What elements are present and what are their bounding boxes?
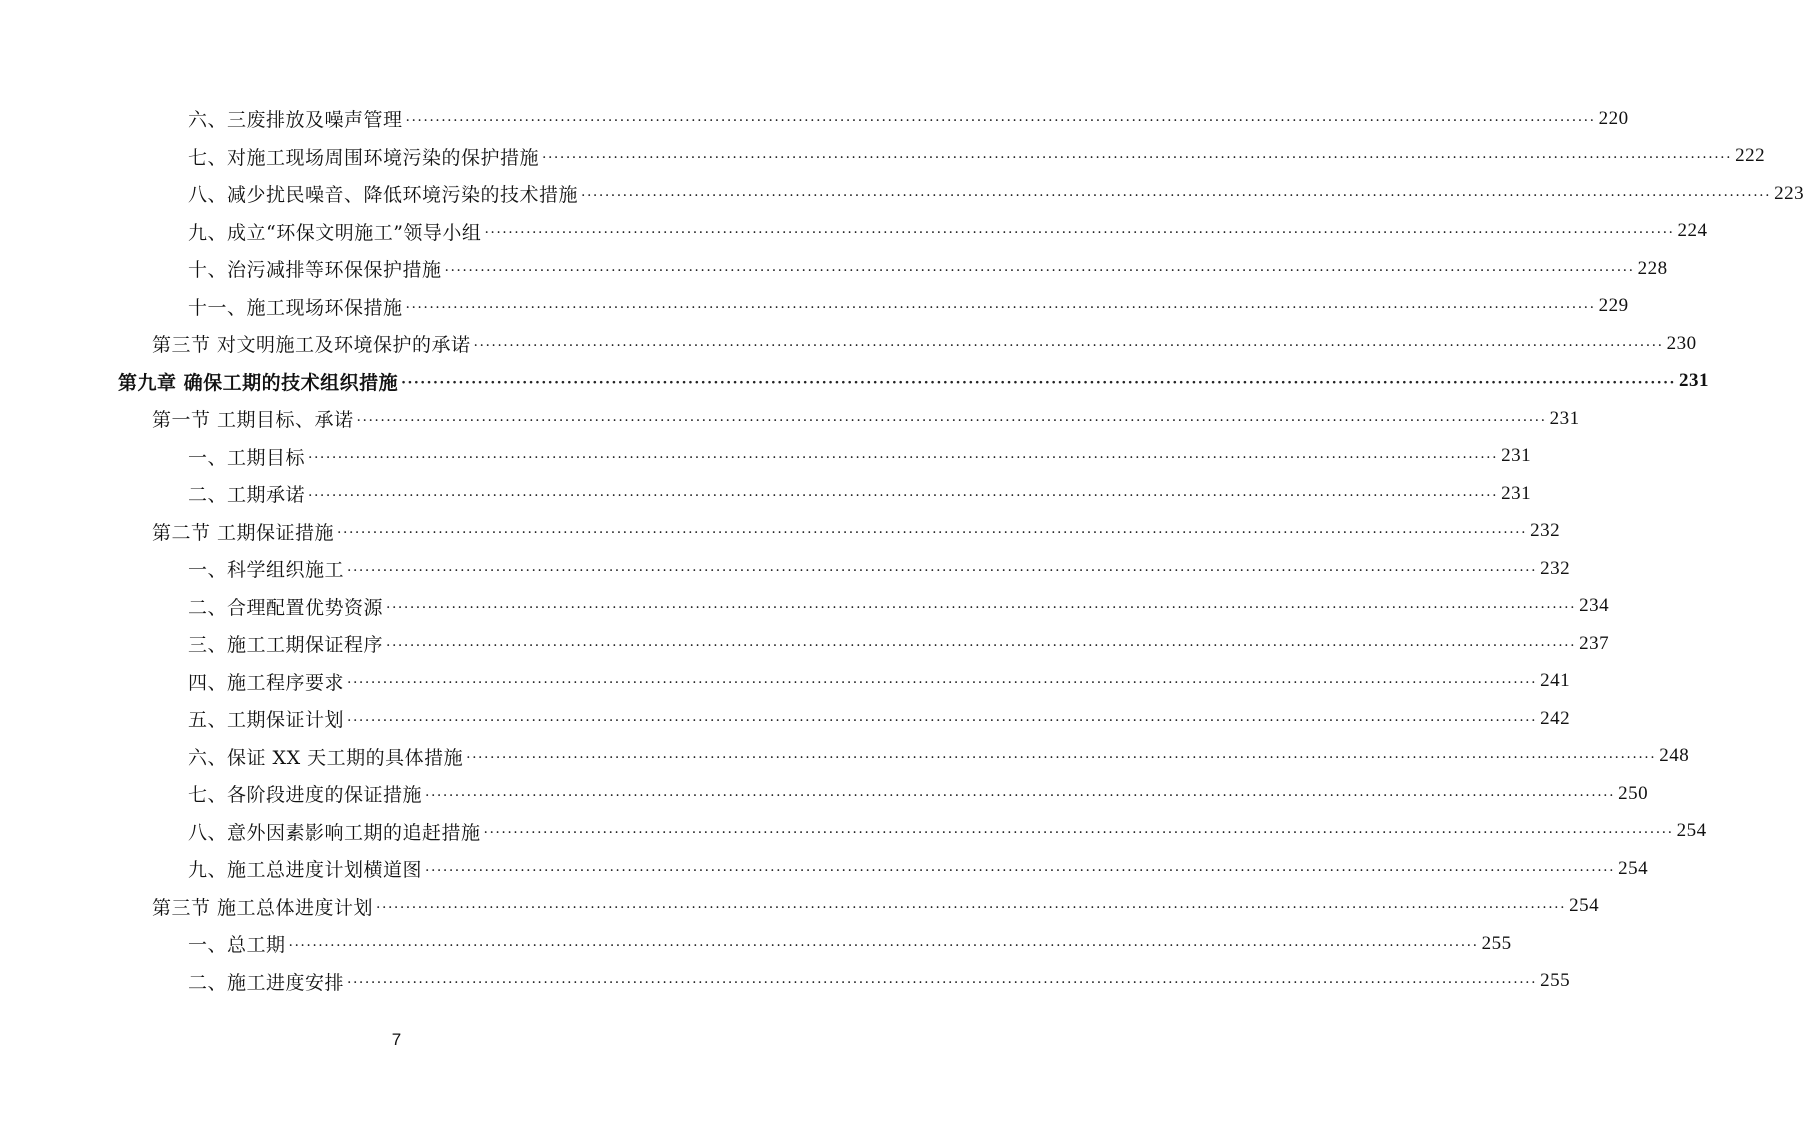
- toc-leader-dots: ········································································································································································································: [466, 750, 1657, 767]
- toc-entry[interactable]: [0, 588, 1610, 626]
- toc-leader-dots: ········································································································································································································: [473, 337, 1664, 354]
- toc-entry[interactable]: [0, 513, 1561, 551]
- toc-leader-dots: ········································································································································································································: [308, 487, 1499, 504]
- toc-leader-dots: ········································································································································································································: [401, 375, 1676, 392]
- toc-leader-dots: ········································································································································································································: [444, 262, 1635, 279]
- toc-entry-title: 第三节 施工总体进度计划: [152, 896, 374, 919]
- toc-entry[interactable]: [0, 663, 1571, 701]
- toc-leader-dots: ········································································································································································································: [288, 937, 1479, 954]
- toc-leader-dots: ········································································································································································································: [347, 675, 1538, 692]
- toc-entry-title: 第二节 工期保证措施: [152, 521, 335, 544]
- toc-entry-page: 237: [1579, 632, 1610, 654]
- toc-leader-dots: ········································································································································································································: [308, 450, 1499, 467]
- toc-entry-title: 八、减少扰民噪音、降低环境污染的技术措施: [188, 184, 579, 207]
- toc-entry-title: 第一节 工期目标、承诺: [152, 409, 354, 432]
- toc-entry-page: 248: [1659, 745, 1690, 767]
- toc-entry-title: 四、施工程序要求: [188, 671, 345, 694]
- toc-entry-title: 七、对施工现场周围环境污染的保护措施: [188, 146, 540, 169]
- toc-entry-page: 234: [1579, 595, 1610, 617]
- toc-entry[interactable]: [0, 925, 1512, 963]
- toc-entry-page: 223: [1774, 182, 1804, 204]
- toc-leader-dots: ········································································································································································································: [542, 150, 1733, 167]
- toc-leader-dots: ········································································································································································································: [405, 300, 1596, 317]
- toc-entry-page: 250: [1618, 782, 1649, 804]
- toc-leader-dots: ········································································································································································································: [425, 787, 1616, 804]
- toc-entry-title: 九、成立“环保文明施工”领导小组: [188, 221, 482, 244]
- toc-entry-title: 八、意外因素影响工期的追赶措施: [188, 821, 481, 844]
- toc-entry[interactable]: [0, 400, 1580, 438]
- toc-entry-page: 222: [1735, 145, 1766, 167]
- toc-entry[interactable]: [0, 325, 1697, 363]
- toc-entry-title: 三、施工工期保证程序: [188, 634, 384, 657]
- toc-entry-page: 254: [1618, 857, 1649, 879]
- toc-entry-page: 231: [1549, 407, 1580, 429]
- toc-leader-dots: ········································································································································································································: [376, 900, 1567, 917]
- toc-leader-dots: ········································································································································································································: [581, 187, 1772, 204]
- toc-entry-page: 255: [1481, 932, 1512, 954]
- toc-entry-page: 241: [1540, 670, 1571, 692]
- toc-entry-page: 232: [1540, 557, 1571, 579]
- toc-entry[interactable]: [0, 625, 1610, 663]
- toc-entry-title: 六、三废排放及噪声管理: [188, 109, 403, 132]
- page-number: 7: [391, 1030, 402, 1049]
- toc-leader-dots: ········································································································································································································: [386, 600, 1577, 617]
- toc-entry-title: 十、治污减排等环保保护措施: [188, 259, 442, 282]
- toc-entry[interactable]: [0, 213, 1708, 251]
- toc-entry-title: 二、施工进度安排: [188, 971, 345, 994]
- toc-leader-dots: ········································································································································································································: [337, 525, 1528, 542]
- toc-entry[interactable]: [0, 850, 1649, 888]
- toc-entry-page: 229: [1598, 295, 1629, 317]
- toc-entry-page: 224: [1677, 220, 1708, 242]
- toc-entry[interactable]: [0, 138, 1766, 176]
- toc-entry[interactable]: [0, 700, 1571, 738]
- toc-entry[interactable]: [0, 475, 1532, 513]
- toc-entry-title: 一、工期目标: [188, 446, 306, 469]
- toc-entry-page: 254: [1676, 820, 1707, 842]
- toc-entry[interactable]: [0, 888, 1600, 926]
- toc-leader-dots: ········································································································································································································: [405, 112, 1596, 129]
- toc-entry-page: 230: [1666, 332, 1697, 354]
- toc-leader-dots: ········································································································································································································: [347, 975, 1538, 992]
- toc-entry-title: 七、各阶段进度的保证措施: [188, 784, 423, 807]
- toc-entry[interactable]: [0, 100, 1629, 138]
- toc-entry[interactable]: [0, 738, 1690, 776]
- toc-entry-page: 255: [1540, 970, 1571, 992]
- toc-entry-title: 第三节 对文明施工及环境保护的承诺: [152, 334, 471, 357]
- toc-entry[interactable]: [0, 550, 1571, 588]
- toc-entry-page: 254: [1569, 895, 1600, 917]
- toc-leader-dots: ········································································································································································································: [425, 862, 1616, 879]
- toc-leader-dots: ········································································································································································································: [386, 637, 1577, 654]
- table-of-contents: [0, 100, 1804, 1000]
- toc-entry-page: 220: [1598, 107, 1629, 129]
- toc-entry[interactable]: [0, 438, 1532, 476]
- toc-entry[interactable]: [0, 963, 1571, 1001]
- toc-entry-title: 二、合理配置优势资源: [188, 596, 384, 619]
- toc-entry-title: 五、工期保证计划: [188, 709, 345, 732]
- toc-entry-page: 242: [1540, 707, 1571, 729]
- toc-entry[interactable]: [0, 250, 1668, 288]
- toc-entry-page: 231: [1501, 445, 1532, 467]
- toc-leader-dots: ········································································································································································································: [484, 225, 1675, 242]
- toc-entry-page: 231: [1501, 482, 1532, 504]
- toc-entry-page: 228: [1637, 257, 1668, 279]
- toc-leader-dots: ········································································································································································································: [483, 825, 1674, 842]
- toc-entry-title: 一、总工期: [188, 934, 286, 957]
- toc-leader-dots: ········································································································································································································: [347, 562, 1538, 579]
- toc-entry[interactable]: [0, 363, 1709, 401]
- toc-entry-title: 六、保证 XX 天工期的具体措施: [188, 746, 464, 769]
- toc-entry[interactable]: [0, 775, 1649, 813]
- toc-entry-page: 231: [1678, 370, 1709, 392]
- toc-leader-dots: ········································································································································································································: [347, 712, 1538, 729]
- toc-entry-title: 第九章 确保工期的技术组织措施: [118, 371, 399, 394]
- toc-entry[interactable]: [0, 175, 1804, 213]
- toc-entry-title: 十一、施工现场环保措施: [188, 296, 403, 319]
- toc-entry-title: 九、施工总进度计划横道图: [188, 859, 423, 882]
- toc-entry-title: 一、科学组织施工: [188, 559, 345, 582]
- toc-leader-dots: ········································································································································································································: [356, 412, 1547, 429]
- toc-entry-page: 232: [1530, 520, 1561, 542]
- toc-entry[interactable]: [0, 813, 1707, 851]
- toc-entry-title: 二、工期承诺: [188, 484, 306, 507]
- toc-entry[interactable]: [0, 288, 1629, 326]
